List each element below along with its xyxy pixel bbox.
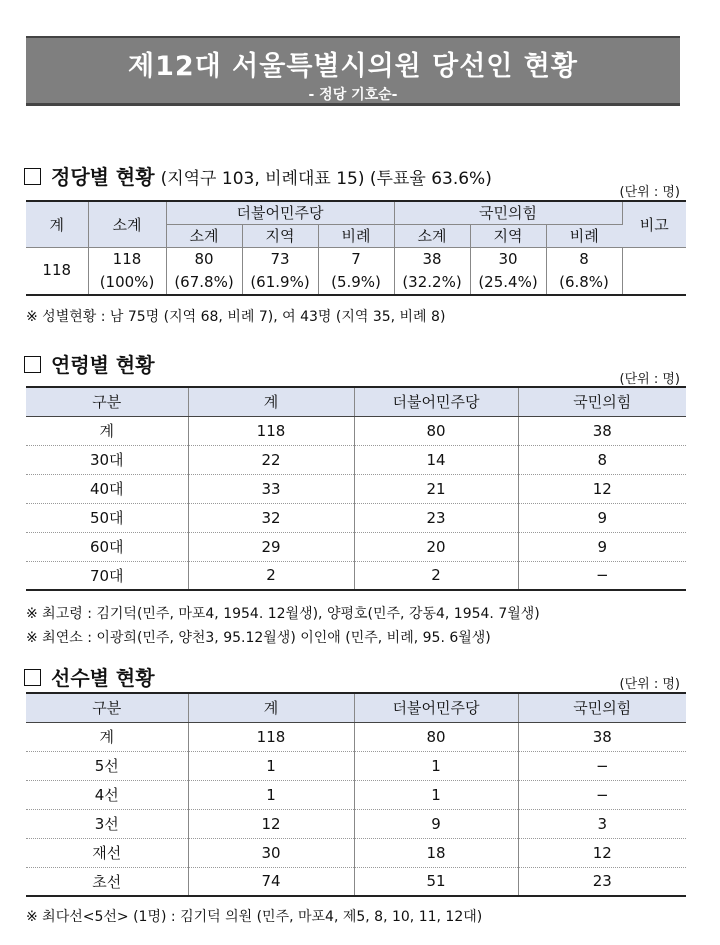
cell-p1-proportional: 7 (5.9%) [318,247,394,295]
header-party2: 국민의힘 [394,201,622,224]
cell-total: 118 [26,247,88,295]
page-title: 제12대 서울특별시의원 당선인 현황 [128,51,578,82]
table-row: 계 118 80 38 [26,416,686,445]
header-party1: 더불어민주당 [354,693,518,722]
table-row: 3선 12 9 3 [26,809,686,838]
oldest-note: ※ 최고령 : 김기덕(민주, 마포4, 1954. 12월생), 양평호(민주, 강동4, 1954. 7월생) [26,606,540,622]
page-subtitle: - 정당 기호순- [308,87,398,103]
table-row: 4선 1 1 − [26,780,686,809]
cell-p1-subtotal: 80 (67.8%) [166,247,242,295]
header-party1: 더불어민주당 [354,387,518,416]
table-row: 초선 74 51 23 [26,867,686,896]
header-p1-subtotal: 소계 [166,224,242,247]
header-subtotal: 소계 [88,201,166,247]
header-p2-district: 지역 [470,224,546,247]
age-table [26,386,686,591]
table-row: 50대 32 23 9 [26,503,686,532]
header-p2-subtotal: 소계 [394,224,470,247]
most-terms-note: ※ 최다선<5선> (1명) : 김기덕 의원 (민주, 마포4, 제5, 8, 10, 11, 12대) [26,909,483,925]
header-category: 구분 [26,693,188,722]
cell-p2-district: 30 (25.4%) [470,247,546,295]
header-party2: 국민의힘 [518,387,686,416]
title-banner [26,36,680,106]
header-p2-proportional: 비례 [546,224,622,247]
header-total: 계 [26,201,88,247]
party-table [26,200,686,296]
table-row: 40대 33 21 12 [26,474,686,503]
table-row: 5선 1 1 − [26,751,686,780]
header-total: 계 [188,387,354,416]
cell-p1-district: 73 (61.9%) [242,247,318,295]
checkbox-bullet-icon [24,669,41,686]
youngest-note: ※ 최연소 : 이광희(민주, 양천3, 95.12월생) 이인애 (민주, 비례, 95. 6월생) [26,630,491,646]
table-row: 60대 29 20 9 [26,532,686,561]
party-unit-label: (단위 : 명) [619,185,680,200]
table-row: 30대 22 14 8 [26,445,686,474]
checkbox-bullet-icon [24,356,41,373]
party-section-summary: (지역구 103, 비례대표 15) (투표율 63.6%) [160,169,492,189]
cell-subtotal: 118 (100%) [88,247,166,295]
term-table [26,692,686,897]
cell-remarks [622,247,686,295]
checkbox-bullet-icon [24,168,41,185]
header-remarks: 비고 [622,201,686,247]
gender-note: ※ 성별현황 : 남 75명 (지역 68, 비례 7), 여 43명 (지역 35, 비례 8) [26,309,446,325]
header-party1: 더불어민주당 [166,201,394,224]
age-section-heading: 연령별 현황 [24,349,155,378]
cell-p2-proportional: 8 (6.8%) [546,247,622,295]
cell-p2-subtotal: 38 (32.2%) [394,247,470,295]
term-section-heading: 선수별 현황 [24,662,155,691]
table-row: 재선 30 18 12 [26,838,686,867]
header-total: 계 [188,693,354,722]
header-category: 구분 [26,387,188,416]
header-party2: 국민의힘 [518,693,686,722]
header-p1-district: 지역 [242,224,318,247]
age-unit-label: (단위 : 명) [619,372,680,387]
party-section-heading: 정당별 현황 (지역구 103, 비례대표 15) (투표율 63.6%) [24,161,492,190]
table-row [26,247,686,295]
table-row: 70대 2 2 − [26,561,686,590]
term-unit-label: (단위 : 명) [619,677,680,692]
header-p1-proportional: 비례 [318,224,394,247]
table-row: 계 118 80 38 [26,722,686,751]
